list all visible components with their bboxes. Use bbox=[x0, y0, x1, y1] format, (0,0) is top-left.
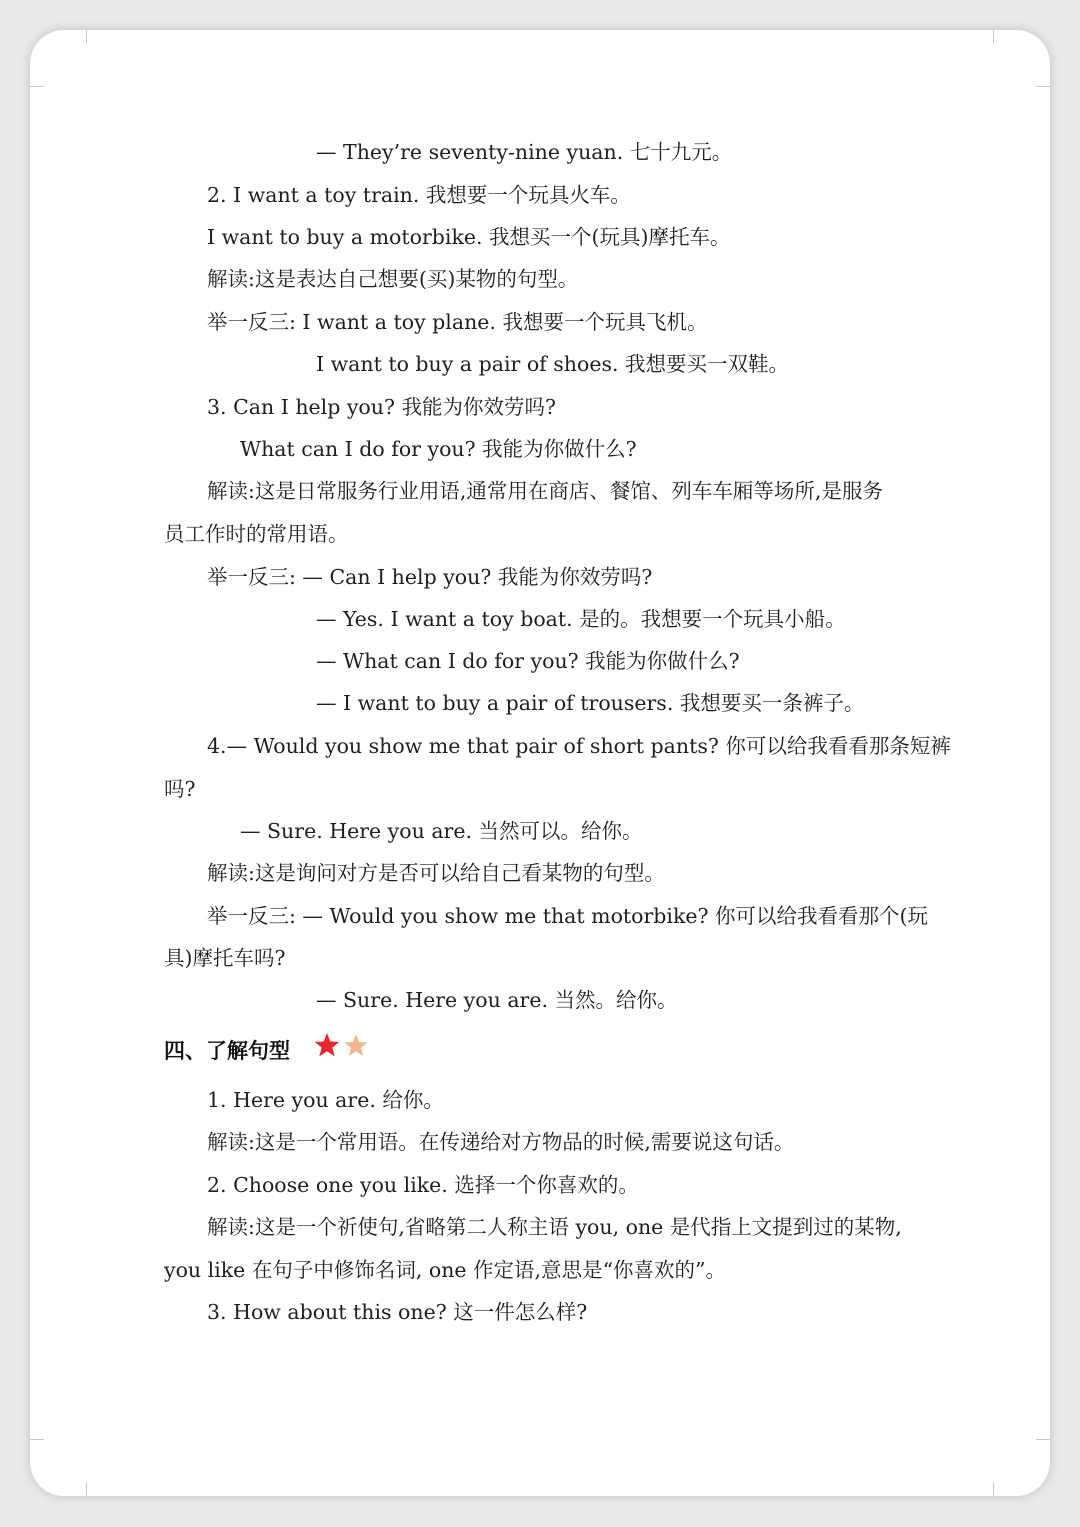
text-line: 员工作时的常用语。 bbox=[164, 522, 349, 546]
text-line: — Sure. Here you are. 当然可以。给你。 bbox=[240, 819, 643, 843]
text-line: 举一反三: — Can I help you? 我能为你效劳吗? bbox=[207, 565, 653, 589]
text-line: 2. Choose one you like. 选择一个你喜欢的。 bbox=[207, 1173, 639, 1197]
text-line: — Sure. Here you are. 当然。给你。 bbox=[316, 988, 678, 1012]
text-line: 解读:这是一个祈使句,省略第二人称主语 you, one 是代指上文提到过的某物, bbox=[207, 1215, 902, 1239]
corner-mark bbox=[993, 30, 994, 44]
text-line: I want to buy a motorbike. 我想买一个(玩具)摩托车。 bbox=[207, 225, 731, 249]
text-line: 举一反三: I want a toy plane. 我想要一个玩具飞机。 bbox=[207, 310, 708, 334]
text-line: — They’re seventy-nine yuan. 七十九元。 bbox=[316, 140, 733, 164]
corner-mark bbox=[993, 1482, 994, 1496]
text-line: — What can I do for you? 我能为你做什么? bbox=[316, 649, 740, 673]
text-line: 吗? bbox=[164, 777, 196, 801]
text-line: 解读:这是询问对方是否可以给自己看某物的句型。 bbox=[207, 861, 665, 885]
text-line: 3. How about this one? 这一件怎么样? bbox=[207, 1300, 588, 1324]
corner-mark bbox=[1036, 1439, 1050, 1440]
text-line: 举一反三: — Would you show me that motorbike? 你可以给我看看那个(玩 bbox=[207, 904, 929, 928]
text-line: 解读:这是表达自己想要(买)某物的句型。 bbox=[207, 267, 579, 291]
corner-mark bbox=[86, 30, 87, 44]
corner-mark bbox=[30, 86, 44, 87]
text-line: 解读:这是一个常用语。在传递给对方物品的时候,需要说这句话。 bbox=[207, 1130, 795, 1154]
text-line: 1. Here you are. 给你。 bbox=[207, 1088, 444, 1112]
text-line: I want to buy a pair of shoes. 我想要买一双鞋。 bbox=[316, 352, 790, 376]
corner-mark bbox=[30, 1439, 44, 1440]
star-icon bbox=[315, 1033, 340, 1056]
star-icon bbox=[344, 1034, 367, 1056]
text-line: 4.— Would you show me that pair of short pants? 你可以给我看看那条短裤 bbox=[207, 734, 951, 758]
corner-mark bbox=[86, 1482, 87, 1496]
text-line: — Yes. I want a toy boat. 是的。我想要一个玩具小船。 bbox=[316, 607, 846, 631]
text-line: 解读:这是日常服务行业用语,通常用在商店、餐馆、列车车厢等场所,是服务 bbox=[207, 479, 883, 503]
text-line: What can I do for you? 我能为你做什么? bbox=[240, 437, 637, 461]
rating-stars bbox=[312, 1030, 374, 1064]
document-page bbox=[30, 30, 1050, 1496]
corner-mark bbox=[1036, 86, 1050, 87]
section-heading: 四、了解句型 bbox=[164, 1039, 290, 1063]
text-line: 具)摩托车吗? bbox=[164, 946, 286, 970]
text-line: 2. I want a toy train. 我想要一个玩具火车。 bbox=[207, 183, 631, 207]
text-line: you like 在句子中修饰名词, one 作定语,意思是“你喜欢的”。 bbox=[164, 1258, 727, 1282]
text-line: — I want to buy a pair of trousers. 我想要买一条裤子。 bbox=[316, 691, 865, 715]
text-line: 3. Can I help you? 我能为你效劳吗? bbox=[207, 395, 556, 419]
